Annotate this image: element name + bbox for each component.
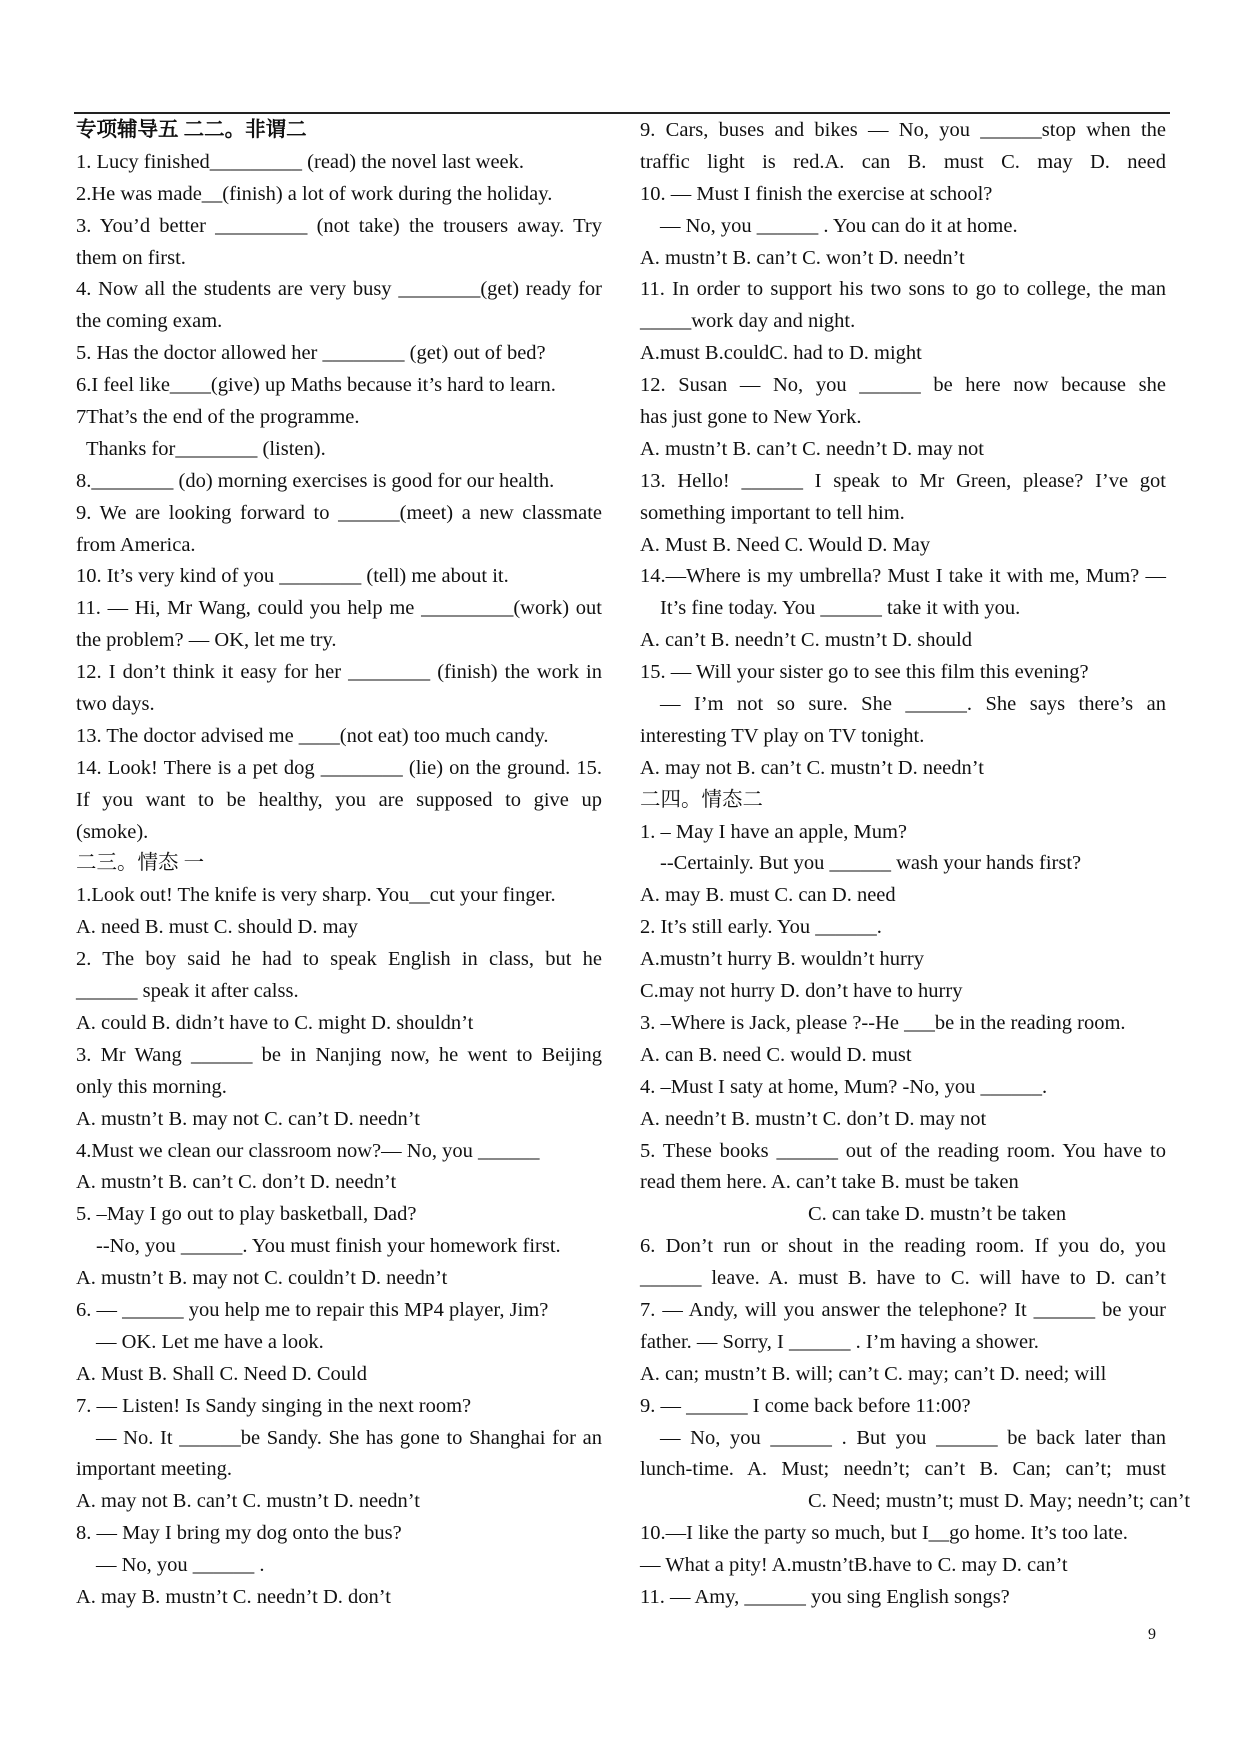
left-line: 4.Must we clean our classroom now?— No, you ______ — [76, 1139, 540, 1162]
right-line: 14.—Where is my umbrella? Must I take it with me, Mum? — — [640, 565, 1166, 588]
right-line: — No, you ______ . You can do it at home. — [660, 214, 1018, 237]
left-line: them on first. — [76, 246, 186, 269]
left-line: 3. You’d better _________ (not take) the trousers away. Try — [76, 214, 602, 237]
left-line: 2. The boy said he had to speak English in class, but he — [76, 948, 602, 971]
right-line: 13. Hello! ______ I speak to Mr Green, please? I’ve got — [640, 469, 1166, 492]
right-line: 11. — Amy, ______ you sing English songs? — [640, 1585, 1010, 1608]
left-column — [76, 115, 602, 1614]
left-line: important meeting. — [76, 1458, 232, 1481]
left-line: A. need B. must C. should D. may — [76, 916, 358, 939]
right-line: C. Need; mustn’t; must D. May; needn’t; can’t — [808, 1490, 1191, 1513]
left-line: from America. — [76, 533, 196, 556]
top-rule — [74, 112, 1170, 114]
right-line: --Certainly. But you ______ wash your hands first? — [660, 852, 1082, 875]
left-line: 4. Now all the students are very busy ________(get) ready for — [76, 278, 602, 301]
right-line: 9. — ______ I come back before 11:00? — [640, 1394, 971, 1417]
right-line: — No, you ______ . But you ______ be back later than — [660, 1426, 1166, 1449]
left-line: — OK. Let me have a look. — [96, 1330, 324, 1353]
right-line: 3. –Where is Jack, please ?--He ___be in the reading room. — [640, 1011, 1126, 1034]
right-line: A. may B. must C. can D. need — [640, 884, 896, 907]
left-line: 专项辅导五 二二。非谓二 — [76, 119, 307, 141]
right-line: lunch-time. A. Must; needn’t; can’t B. Can; can’t; must — [640, 1458, 1166, 1481]
right-line: read them here. A. can’t take B. must be taken — [640, 1171, 1019, 1194]
right-line: A. mustn’t B. can’t C. needn’t D. may not — [640, 437, 984, 460]
right-line: 7. — Andy, will you answer the telephone? It ______ be your — [640, 1298, 1166, 1321]
left-line: A. mustn’t B. may not C. couldn’t D. needn’t — [76, 1267, 448, 1290]
left-line: 8. — May I bring my dog onto the bus? — [76, 1522, 402, 1545]
left-line: two days. — [76, 693, 155, 716]
right-line: 二四。情态二 — [640, 788, 763, 811]
right-line: _____work day and night. — [640, 310, 856, 333]
right-line: 9. Cars, buses and bikes — No, you ______stop when the — [640, 119, 1166, 141]
right-line: ______ leave. A. must B. have to C. will have to D. can’t — [640, 1267, 1166, 1290]
left-line: the coming exam. — [76, 310, 223, 333]
right-line: 1. – May I have an apple, Mum? — [640, 820, 907, 843]
left-line: A. mustn’t B. may not C. can’t D. needn’t — [76, 1107, 420, 1130]
right-line: A. can B. need C. would D. must — [640, 1043, 912, 1066]
left-line: A. may not B. can’t C. mustn’t D. needn’t — [76, 1490, 420, 1513]
left-line: 6.I feel like____(give) up Maths because it’s hard to learn. — [76, 374, 556, 397]
left-line: A. could B. didn’t have to C. might D. shouldn’t — [76, 1011, 474, 1034]
left-line: 12. I don’t think it easy for her ________ (finish) the work in — [76, 661, 602, 684]
right-line: A. mustn’t B. can’t C. won’t D. needn’t — [640, 246, 965, 269]
left-line: A. may B. mustn’t C. needn’t D. don’t — [76, 1585, 391, 1608]
left-line: 3. Mr Wang ______ be in Nanjing now, he went to Beijing — [76, 1043, 602, 1066]
right-line: 15. — Will your sister go to see this film this evening? — [640, 661, 1089, 684]
left-line: A. Must B. Shall C. Need D. Could — [76, 1362, 367, 1385]
right-line: 10. — Must I finish the exercise at school? — [640, 182, 993, 205]
right-line: 2. It’s still early. You ______. — [640, 916, 882, 939]
right-line: has just gone to New York. — [640, 406, 862, 429]
left-line: 14. Look! There is a pet dog ________ (lie) on the ground. 15. — [76, 756, 602, 779]
right-line: — What a pity! A.mustn’tB.have to C. may D. can’t — [640, 1554, 1068, 1577]
left-line: 9. We are looking forward to ______(meet) a new classmate — [76, 501, 602, 524]
left-line: only this morning. — [76, 1075, 227, 1098]
left-line: 2.He was made__(finish) a lot of work during the holiday. — [76, 182, 553, 205]
right-line: A. can; mustn’t B. will; can’t C. may; can’t D. need; will — [640, 1362, 1107, 1385]
left-line: 5. Has the doctor allowed her ________ (get) out of bed? — [76, 342, 546, 365]
right-line: father. — Sorry, I ______ . I’m having a shower. — [640, 1330, 1039, 1353]
right-column — [640, 115, 1191, 1614]
right-line: It’s fine today. You ______ take it with you. — [660, 597, 1021, 620]
left-line: 1.Look out! The knife is very sharp. You__cut your finger. — [76, 884, 556, 907]
right-line: traffic light is red.A. can B. must C. may D. need — [640, 150, 1166, 173]
left-line: 8.________ (do) morning exercises is good for our health. — [76, 469, 555, 492]
left-line: --No, you ______. You must finish your homework first. — [96, 1235, 561, 1258]
right-line: A. Must B. Need C. Would D. May — [640, 533, 931, 556]
left-line: 1. Lucy finished_________ (read) the novel last week. — [76, 150, 525, 173]
left-line: 6. — ______ you help me to repair this MP4 player, Jim? — [76, 1298, 549, 1321]
right-line: 12. Susan — No, you ______ be here now because she — [640, 374, 1166, 397]
left-line: (smoke). — [76, 820, 149, 843]
right-line: 4. –Must I saty at home, Mum? -No, you ______. — [640, 1075, 1048, 1098]
right-line: A.must B.couldC. had to D. might — [640, 342, 922, 365]
right-line: 11. In order to support his two sons to go to college, the man — [640, 278, 1166, 301]
right-line: A.mustn’t hurry B. wouldn’t hurry — [640, 948, 924, 971]
right-line: — I’m not so sure. She ______. She says there’s an — [660, 693, 1166, 716]
left-line: — No. It ______be Sandy. She has gone to Shanghai for an — [96, 1426, 602, 1449]
right-line: C. can take D. mustn’t be taken — [808, 1203, 1067, 1226]
right-line: 10.—I like the party so much, but I__go home. It’s too late. — [640, 1522, 1128, 1545]
left-line: the problem? — OK, let me try. — [76, 629, 337, 652]
left-line: If you want to be healthy, you are supposed to give up — [76, 788, 602, 811]
left-line: 7. — Listen! Is Sandy singing in the next room? — [76, 1394, 472, 1417]
right-line: 5. These books ______ out of the reading room. You have to — [640, 1139, 1166, 1162]
right-line: A. may not B. can’t C. mustn’t D. needn’t — [640, 756, 984, 779]
left-line: 10. It’s very kind of you ________ (tell) me about it. — [76, 565, 509, 588]
left-line: 13. The doctor advised me ____(not eat) too much candy. — [76, 724, 549, 747]
left-line: 7That’s the end of the programme. — [76, 406, 360, 429]
right-line: C.may not hurry D. don’t have to hurry — [640, 980, 963, 1003]
left-line: 二三。情态 一 — [76, 852, 205, 875]
left-line: Thanks for________ (listen). — [86, 437, 326, 460]
left-line: 5. –May I go out to play basketball, Dad? — [76, 1203, 417, 1226]
right-line: 6. Don’t run or shout in the reading room. If you do, you — [640, 1235, 1166, 1258]
left-line: A. mustn’t B. can’t C. don’t D. needn’t — [76, 1171, 397, 1194]
left-line: — No, you ______ . — [96, 1554, 265, 1577]
right-line: interesting TV play on TV tonight. — [640, 724, 925, 747]
left-line: ______ speak it after calss. — [76, 980, 299, 1003]
left-line: 11. — Hi, Mr Wang, could you help me _________(work) out — [76, 597, 602, 620]
page-number: 9 — [1148, 1626, 1156, 1643]
right-line: something important to tell him. — [640, 501, 905, 524]
right-line: A. can’t B. needn’t C. mustn’t D. should — [640, 629, 972, 652]
right-line: A. needn’t B. mustn’t C. don’t D. may not — [640, 1107, 987, 1130]
